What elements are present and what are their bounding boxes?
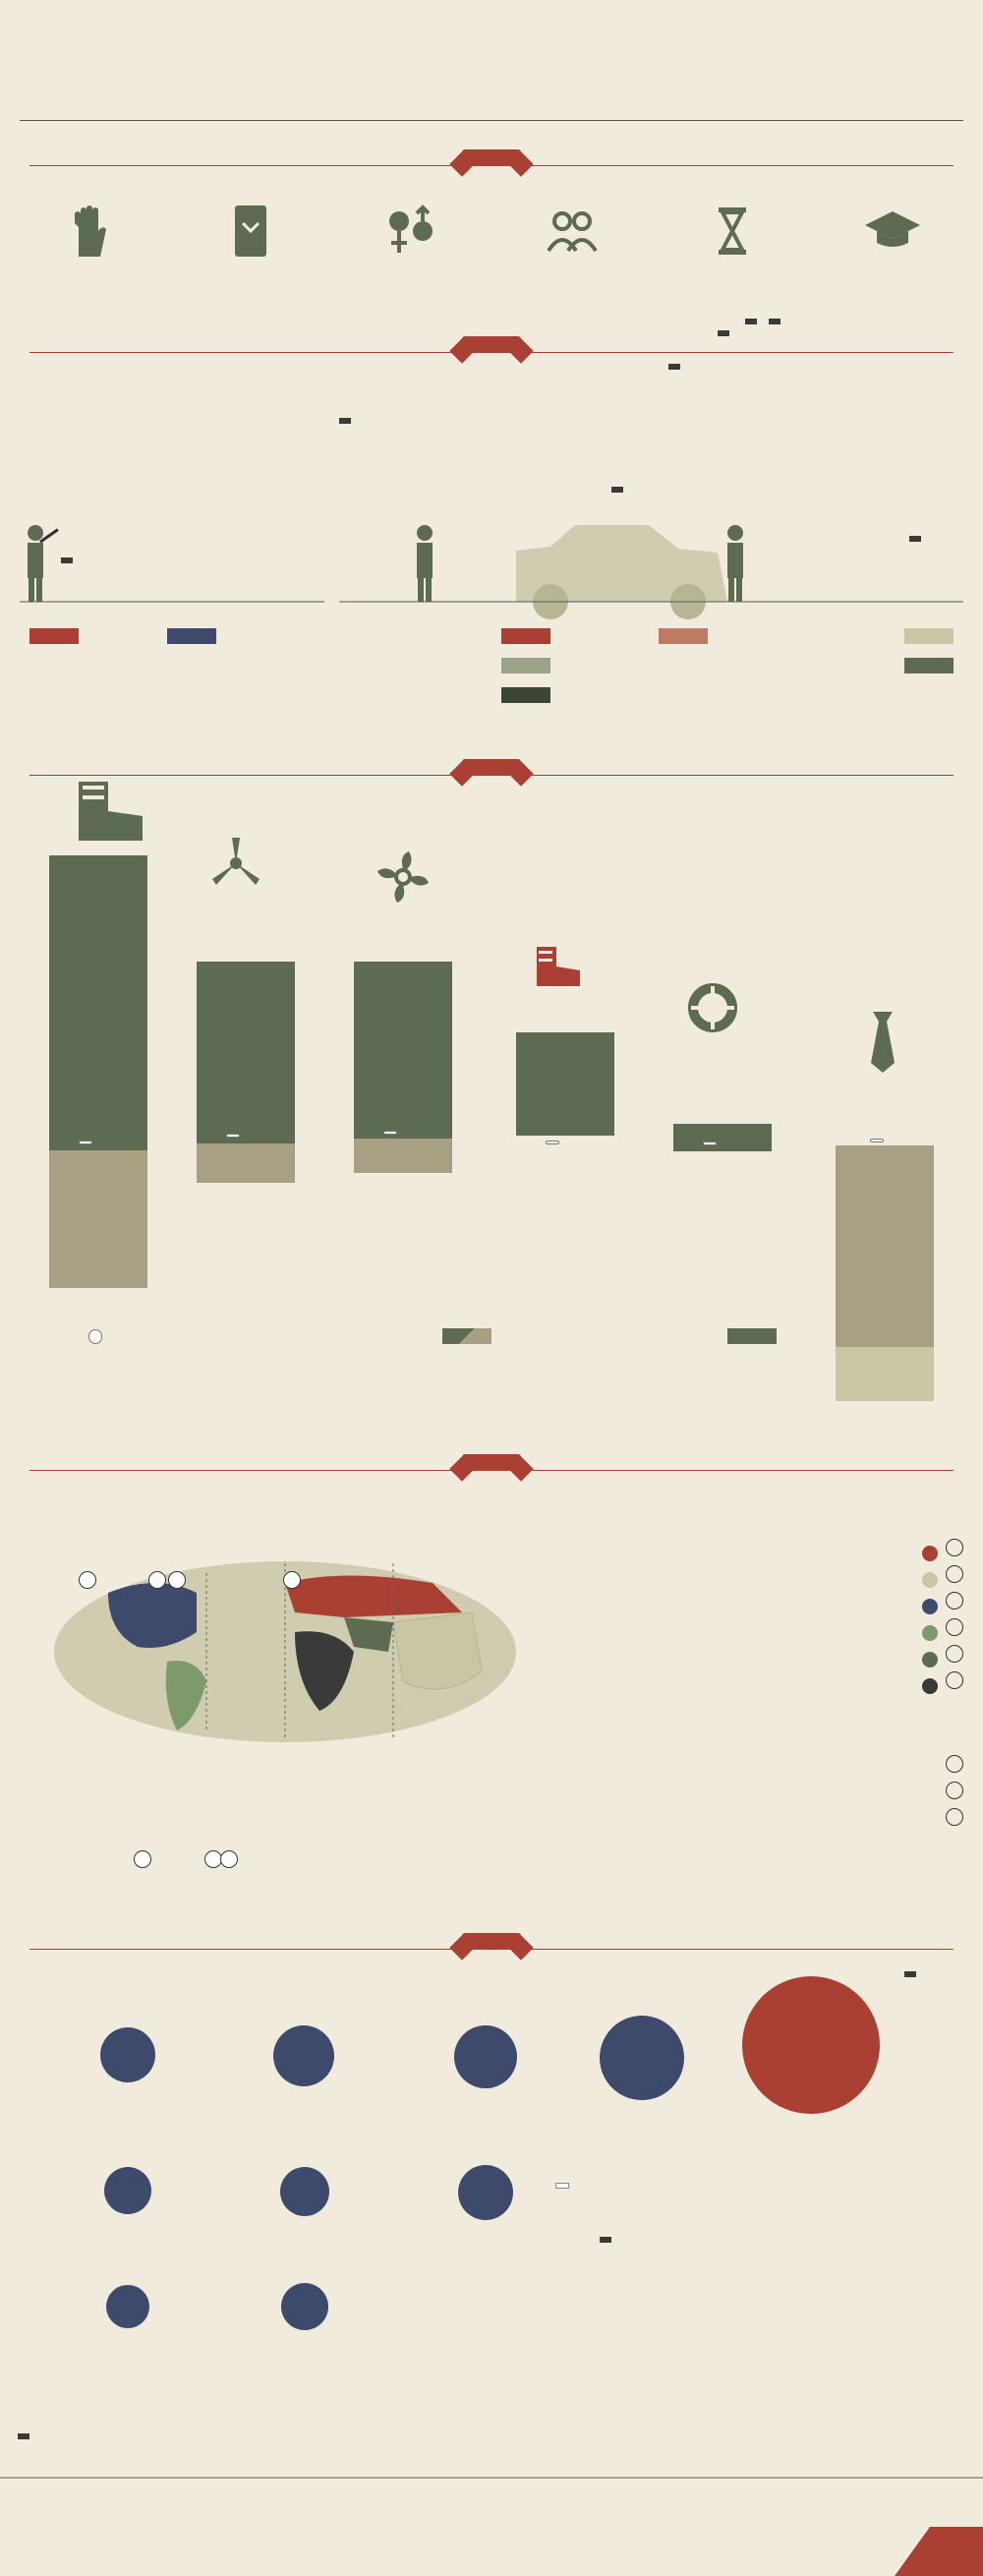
legend-ethnic-4 — [895, 657, 954, 673]
bubble-japan — [281, 2283, 328, 2330]
commands-heading — [462, 1454, 521, 1470]
bubble-china — [600, 2016, 684, 2100]
army-regular-bar — [49, 855, 147, 1150]
special-item — [531, 1755, 963, 1782]
spending-peak-callout — [904, 1971, 916, 1977]
soldier-figure — [417, 525, 433, 602]
passport-icon — [221, 202, 280, 261]
coastguard-regular-bar — [673, 1124, 772, 1151]
legend-swatch — [501, 687, 550, 703]
header-divider — [20, 120, 963, 121]
legend-swatch — [442, 1328, 492, 1344]
graduation-cap-icon — [863, 202, 922, 261]
legend-swatch — [659, 628, 708, 644]
legend-ethnic-0 — [492, 627, 550, 644]
gender-icon — [381, 202, 440, 261]
legend-swatch — [727, 1328, 777, 1344]
men-percent-callout — [339, 418, 351, 424]
composition-heading — [462, 336, 521, 352]
bubble-russia — [454, 2025, 517, 2088]
spending-heading — [462, 1933, 521, 1949]
region-color-dot — [922, 1572, 938, 1588]
legend-swatch — [501, 628, 550, 644]
pacom-region — [393, 1612, 482, 1689]
region-color-dot — [922, 1625, 938, 1641]
regional-item — [531, 1645, 963, 1671]
ethnic-callout-mixed — [745, 319, 757, 324]
bubble-france — [100, 2027, 155, 2082]
army-reserve-bar — [49, 1150, 147, 1288]
legend-swatch — [904, 628, 954, 644]
bubble-usa — [742, 1976, 880, 2114]
region-color-dot — [922, 1599, 938, 1614]
ethnic-callout-native — [769, 319, 781, 324]
tie-icon — [865, 1008, 900, 1077]
requirement-age — [498, 202, 646, 268]
ethnic-callout-white — [909, 536, 921, 542]
requirement-citizenship — [177, 202, 324, 268]
regional-item — [531, 1565, 963, 1592]
bubble-germany — [104, 2167, 151, 2214]
section-divider — [29, 775, 954, 776]
legend-ethnic-2 — [895, 627, 954, 644]
eucom-region — [285, 1576, 462, 1618]
legend-men — [157, 627, 216, 644]
legend-year — [88, 1327, 102, 1342]
hourglass-icon — [703, 202, 762, 261]
region-color-dot — [922, 1678, 938, 1694]
bubble-saudi — [273, 2025, 334, 2086]
navy-reserve-bar — [354, 1139, 452, 1173]
requirement-contract — [659, 202, 806, 268]
map-marker — [148, 1571, 166, 1589]
legend-regular — [718, 1327, 777, 1344]
section-divider — [29, 1470, 954, 1471]
sputnik-logo — [895, 2527, 983, 2576]
regional-item — [531, 1671, 963, 1698]
section-divider — [29, 1949, 954, 1950]
propeller-icon — [206, 834, 265, 893]
lifebuoy-icon — [688, 983, 737, 1032]
bubble-south-korea — [106, 2285, 149, 2328]
spending-min-callout — [18, 2433, 29, 2439]
raised-hand-icon — [61, 202, 120, 261]
guard-air-bar — [836, 1347, 934, 1401]
legend-ethnic-5 — [492, 686, 550, 703]
soldier-figure — [727, 525, 743, 602]
soldier-figure — [28, 525, 59, 602]
legend-swatch — [501, 658, 550, 673]
section-divider — [29, 352, 954, 353]
spending-1989-callout — [600, 2237, 611, 2243]
ship-propeller-icon — [374, 848, 433, 907]
legend-swatch — [167, 628, 216, 644]
gdp-share-note — [555, 2183, 569, 2189]
map-marker — [168, 1571, 186, 1589]
region-color-dot — [922, 1652, 938, 1668]
ethnic-callout-black — [611, 487, 623, 493]
legend-ethnic-1 — [649, 627, 708, 644]
legend-swatch — [29, 628, 79, 644]
requirement-education — [819, 202, 966, 268]
boot-icon — [531, 939, 590, 993]
section-divider — [29, 165, 954, 166]
requirements-heading — [462, 149, 521, 165]
airforce-year-pill — [226, 1134, 240, 1138]
coastguard-year-pill — [703, 1142, 717, 1145]
marines-year-pill — [546, 1141, 559, 1144]
guard-year-pill — [870, 1139, 884, 1142]
regional-list — [531, 1539, 963, 1698]
map-marker — [283, 1571, 301, 1589]
regional-item — [531, 1618, 963, 1645]
legend-reserve — [433, 1327, 492, 1344]
bubble-uk — [458, 2165, 513, 2220]
boot-icon — [69, 762, 157, 850]
airforce-regular-bar — [197, 962, 295, 1143]
special-list — [531, 1755, 963, 1835]
women-percent-callout — [61, 557, 73, 563]
people-icon — [543, 202, 602, 261]
legend-women — [20, 627, 79, 644]
army-year-pill — [79, 1141, 92, 1144]
navy-regular-bar — [354, 962, 452, 1139]
legend-ethnic-3 — [492, 657, 550, 673]
legend-swatch — [904, 658, 954, 673]
regional-item — [531, 1592, 963, 1618]
requirements-row — [10, 202, 973, 268]
bubble-india — [280, 2167, 329, 2216]
marines-regular-bar — [516, 1032, 614, 1136]
special-item — [531, 1808, 963, 1835]
requirement-voluntary — [17, 202, 164, 268]
strength-heading — [462, 759, 521, 775]
airforce-reserve-bar — [197, 1143, 295, 1183]
ethnic-callout-asian — [718, 330, 729, 336]
map-marker — [79, 1571, 96, 1589]
special-item — [531, 1782, 963, 1808]
ethnic-callout-latino — [668, 364, 680, 370]
map-marker — [134, 1850, 151, 1868]
regional-item — [531, 1539, 963, 1565]
map-marker — [220, 1850, 238, 1868]
humvee-silhouette — [516, 525, 727, 619]
navy-year-pill — [383, 1131, 397, 1135]
region-color-dot — [922, 1546, 938, 1561]
requirement-gender — [337, 202, 485, 268]
